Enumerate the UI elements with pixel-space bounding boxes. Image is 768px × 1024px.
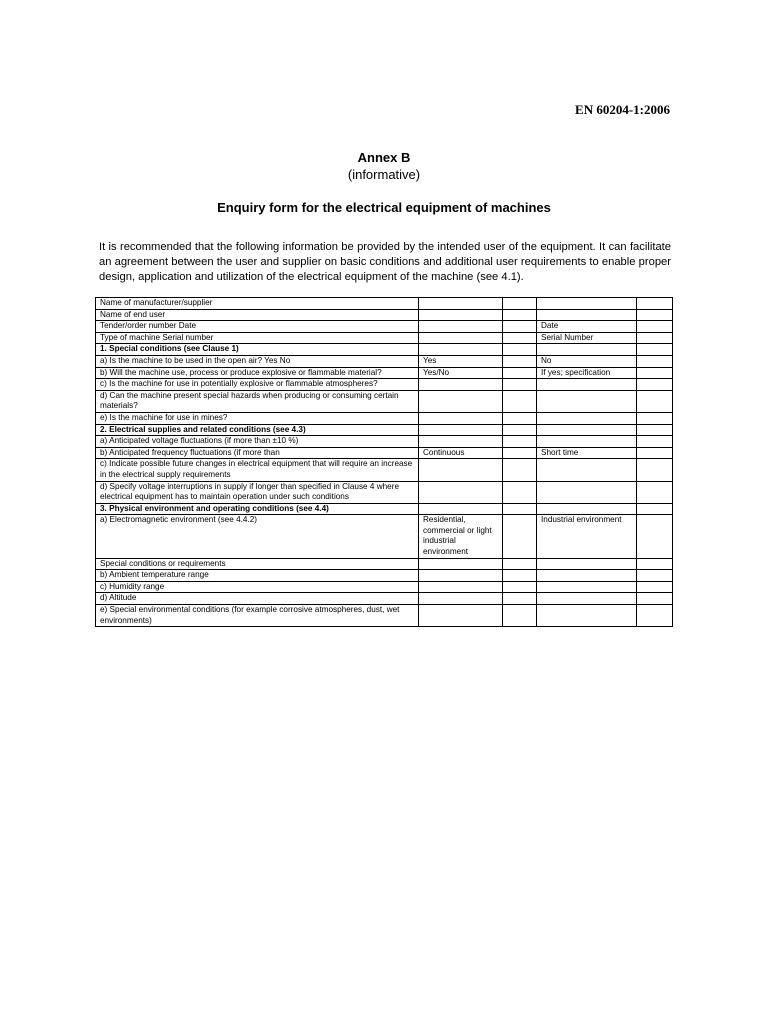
option-cell-1: [419, 558, 503, 570]
option-cell-1: [419, 570, 503, 582]
form-row: [96, 321, 673, 333]
form-row: [96, 503, 673, 515]
blank-cell-2: [637, 424, 673, 436]
option-cell-1: [419, 503, 503, 515]
row-label: a) Anticipated voltage fluctuations (if more than ±10 %): [96, 436, 419, 448]
row-label: b) Anticipated frequency fluctuations (if more than: [96, 447, 419, 459]
blank-cell-1: [503, 298, 537, 310]
form-row: [96, 298, 673, 310]
row-label: c) Humidity range: [96, 581, 419, 593]
form-row: [96, 581, 673, 593]
option-cell-1: [419, 298, 503, 310]
row-label: e) Is the machine for use in mines?: [96, 412, 419, 424]
row-label: a) Is the machine to be used in the open air? Yes No: [96, 355, 419, 367]
blank-cell-2: [637, 481, 673, 503]
option-cell-2: [537, 459, 637, 481]
blank-cell-1: [503, 332, 537, 344]
blank-cell-1: [503, 581, 537, 593]
option-cell-1: Residential, commercial or light industrial environment: [419, 515, 503, 558]
option-cell-1: [419, 332, 503, 344]
blank-cell-1: [503, 503, 537, 515]
blank-cell-2: [637, 379, 673, 391]
option-cell-2: Short time: [537, 447, 637, 459]
row-label: e) Special environmental conditions (for example corrosive atmospheres, dust, wet environments): [96, 605, 419, 627]
blank-cell-2: [637, 459, 673, 481]
form-row: [96, 558, 673, 570]
option-cell-1: [419, 424, 503, 436]
option-cell-2: If yes; specification: [537, 367, 637, 379]
option-cell-1: [419, 581, 503, 593]
option-cell-2: [537, 424, 637, 436]
option-cell-1: [419, 605, 503, 627]
row-label: d) Altitude: [96, 593, 419, 605]
option-cell-2: [537, 309, 637, 321]
annex-heading: Annex B: [357, 150, 411, 165]
option-cell-2: [537, 605, 637, 627]
row-label: Tender/order number Date: [96, 321, 419, 333]
option-cell-1: [419, 344, 503, 356]
option-cell-2: Industrial environment: [537, 515, 637, 558]
blank-cell-1: [503, 447, 537, 459]
form-row: [96, 459, 673, 481]
option-cell-1: [419, 593, 503, 605]
blank-cell-2: [637, 298, 673, 310]
option-cell-2: [537, 390, 637, 412]
blank-cell-2: [637, 355, 673, 367]
blank-cell-2: [637, 515, 673, 558]
option-cell-1: [419, 309, 503, 321]
option-cell-1: [419, 459, 503, 481]
row-label: Special conditions or requirements: [96, 558, 419, 570]
form-row: [96, 447, 673, 459]
row-label: Name of end user: [96, 309, 419, 321]
annex-type: (informative): [347, 167, 421, 182]
blank-cell-2: [637, 309, 673, 321]
row-label: Name of manufacturer/supplier: [96, 298, 419, 310]
form-row: [96, 570, 673, 582]
row-label: a) Electromagnetic environment (see 4.4.2): [96, 515, 419, 558]
option-cell-1: [419, 436, 503, 448]
form-row: [96, 379, 673, 391]
option-cell-2: [537, 344, 637, 356]
blank-cell-1: [503, 321, 537, 333]
option-cell-2: [537, 593, 637, 605]
blank-cell-1: [503, 570, 537, 582]
row-label: c) Indicate possible future changes in electrical equipment that will require an increase in the electrical supply requirements: [96, 459, 419, 481]
blank-cell-1: [503, 605, 537, 627]
form-row: [96, 390, 673, 412]
standard-number: EN 60204-1:2006: [575, 102, 670, 117]
option-cell-2: [537, 558, 637, 570]
option-cell-2: [537, 412, 637, 424]
option-cell-2: Serial Number: [537, 332, 637, 344]
option-cell-2: Date: [537, 321, 637, 333]
form-row: [96, 436, 673, 448]
form-row: [96, 424, 673, 436]
blank-cell-1: [503, 344, 537, 356]
blank-cell-1: [503, 412, 537, 424]
form-row: [96, 593, 673, 605]
blank-cell-2: [637, 570, 673, 582]
option-cell-2: [537, 379, 637, 391]
blank-cell-1: [503, 379, 537, 391]
blank-cell-2: [637, 332, 673, 344]
option-cell-2: [537, 503, 637, 515]
row-label: d) Can the machine present special hazards when producing or consuming certain materials?: [96, 390, 419, 412]
blank-cell-1: [503, 515, 537, 558]
row-label: 2. Electrical supplies and related conditions (see 4.3): [96, 424, 419, 436]
blank-cell-2: [637, 436, 673, 448]
blank-cell-2: [637, 593, 673, 605]
blank-cell-1: [503, 558, 537, 570]
option-cell-1: Yes: [419, 355, 503, 367]
form-row: [96, 355, 673, 367]
option-cell-1: [419, 481, 503, 503]
option-cell-2: [537, 298, 637, 310]
blank-cell-2: [637, 344, 673, 356]
option-cell-1: [419, 390, 503, 412]
blank-cell-1: [503, 459, 537, 481]
option-cell-1: [419, 379, 503, 391]
blank-cell-2: [637, 447, 673, 459]
blank-cell-2: [637, 558, 673, 570]
blank-cell-2: [637, 605, 673, 627]
form-row: [96, 332, 673, 344]
option-cell-1: [419, 412, 503, 424]
blank-cell-1: [503, 436, 537, 448]
option-cell-1: Continuous: [419, 447, 503, 459]
blank-cell-2: [637, 503, 673, 515]
blank-cell-1: [503, 424, 537, 436]
form-row: [96, 412, 673, 424]
blank-cell-1: [503, 593, 537, 605]
option-cell-1: Yes/No: [419, 367, 503, 379]
blank-cell-2: [637, 321, 673, 333]
form-row: [96, 344, 673, 356]
blank-cell-2: [637, 367, 673, 379]
enquiry-form-table: [95, 297, 673, 627]
option-cell-2: [537, 481, 637, 503]
option-cell-2: [537, 436, 637, 448]
blank-cell-2: [637, 581, 673, 593]
row-label: c) Is the machine for use in potentially explosive or flammable atmospheres?: [96, 379, 419, 391]
intro-paragraph: It is recommended that the following information be provided by the intended user of the equipment. It can facilitate an agreement between the user and supplier on basic conditions and additional user requirements to enable proper design, application and utilization of the electrical equipment of the machine (see 4.1).: [99, 241, 671, 283]
row-label: 1. Special conditions (see Clause 1): [96, 344, 419, 356]
row-label: d) Specify voltage interruptions in supply if longer than specified in Clause 4 where electrical equipment has to maintain operation under such conditions: [96, 481, 419, 503]
blank-cell-1: [503, 481, 537, 503]
row-label: Type of machine Serial number: [96, 332, 419, 344]
form-row: [96, 367, 673, 379]
blank-cell-1: [503, 309, 537, 321]
option-cell-2: No: [537, 355, 637, 367]
form-row: [96, 515, 673, 558]
option-cell-1: [419, 321, 503, 333]
option-cell-2: [537, 570, 637, 582]
blank-cell-1: [503, 367, 537, 379]
row-label: b) Will the machine use, process or produce explosive or flammable material?: [96, 367, 419, 379]
option-cell-2: [537, 581, 637, 593]
blank-cell-2: [637, 412, 673, 424]
form-title: Enquiry form for the electrical equipment of machines: [217, 200, 551, 215]
blank-cell-2: [637, 390, 673, 412]
row-label: b) Ambient temperature range: [96, 570, 419, 582]
form-row: [96, 481, 673, 503]
blank-cell-1: [503, 390, 537, 412]
row-label: 3. Physical environment and operating conditions (see 4.4): [96, 503, 419, 515]
form-row: [96, 309, 673, 321]
blank-cell-1: [503, 355, 537, 367]
form-row: [96, 605, 673, 627]
